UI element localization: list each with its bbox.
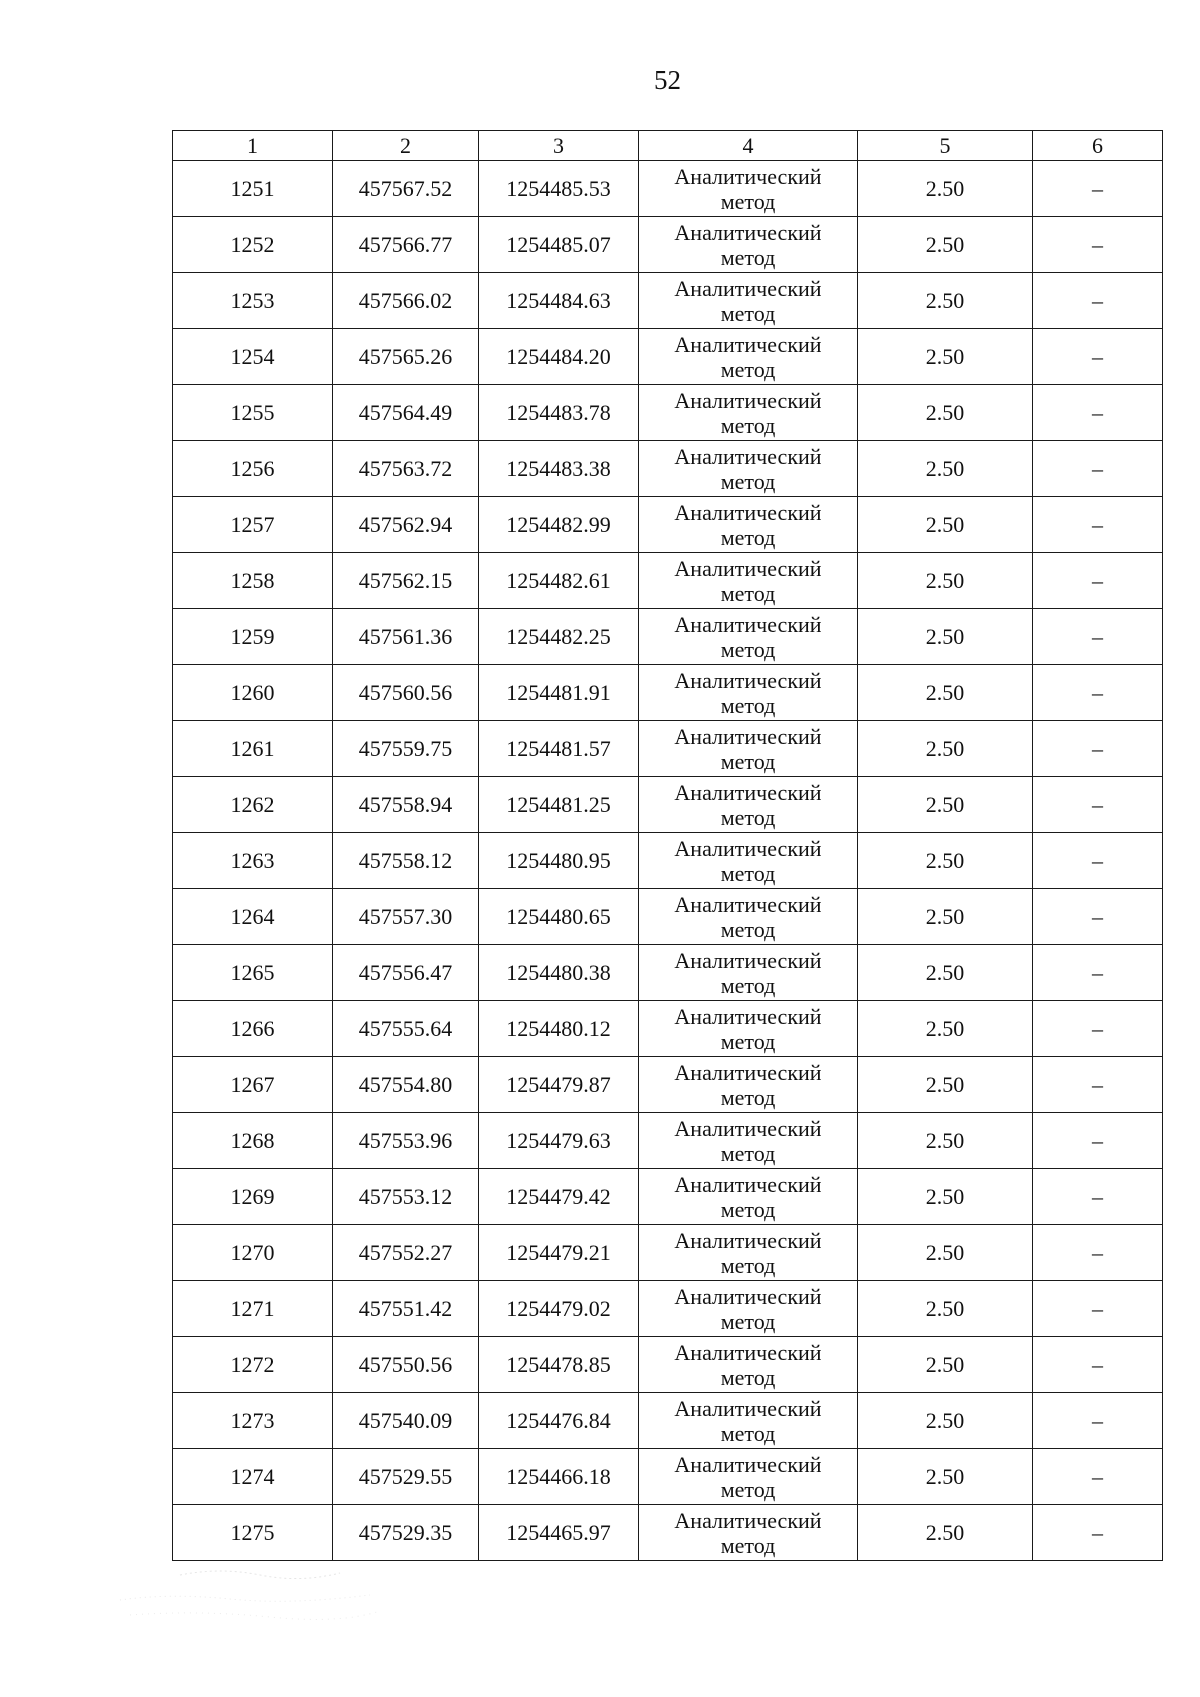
method-line-2: метод [720, 1532, 776, 1558]
method-line-2: метод [720, 1084, 776, 1110]
description-cell: – [1033, 1449, 1163, 1505]
table-row [173, 385, 1163, 441]
method-cell [639, 273, 858, 329]
accuracy-cell: 2.50 [858, 273, 1033, 329]
accuracy-cell: 2.50 [858, 1057, 1033, 1113]
y-coordinate-cell: 1254481.25 [479, 777, 639, 833]
y-coordinate-cell: 1254480.12 [479, 1001, 639, 1057]
description-cell: – [1033, 1057, 1163, 1113]
accuracy-cell: 2.50 [858, 889, 1033, 945]
description-cell: – [1033, 441, 1163, 497]
method-cell [639, 1225, 858, 1281]
accuracy-cell: 2.50 [858, 1393, 1033, 1449]
method-cell [639, 833, 858, 889]
method-line-2: метод [720, 188, 776, 214]
accuracy-cell: 2.50 [858, 441, 1033, 497]
x-coordinate-cell: 457561.36 [333, 609, 479, 665]
y-coordinate-cell: 1254482.99 [479, 497, 639, 553]
method-cell [639, 217, 858, 273]
x-coordinate-cell: 457553.12 [333, 1169, 479, 1225]
table-row [173, 1057, 1163, 1113]
method-line-1: Аналитический [674, 1451, 822, 1477]
method-cell [639, 441, 858, 497]
table-row [173, 1449, 1163, 1505]
description-cell: – [1033, 217, 1163, 273]
method-cell [639, 553, 858, 609]
point-number-cell: 1253 [173, 273, 333, 329]
method-line-2: метод [720, 412, 776, 438]
description-cell: – [1033, 161, 1163, 217]
method-line-2: метод [720, 1420, 776, 1446]
accuracy-cell: 2.50 [858, 609, 1033, 665]
accuracy-cell: 2.50 [858, 1505, 1033, 1561]
accuracy-cell: 2.50 [858, 1281, 1033, 1337]
method-line-1: Аналитический [674, 1171, 822, 1197]
accuracy-cell: 2.50 [858, 1113, 1033, 1169]
point-number-cell: 1271 [173, 1281, 333, 1337]
y-coordinate-cell: 1254465.97 [479, 1505, 639, 1561]
point-number-cell: 1256 [173, 441, 333, 497]
description-cell: – [1033, 1393, 1163, 1449]
accuracy-cell: 2.50 [858, 721, 1033, 777]
method-cell [639, 609, 858, 665]
method-line-2: метод [720, 524, 776, 550]
method-line-1: Аналитический [674, 331, 822, 357]
x-coordinate-cell: 457558.12 [333, 833, 479, 889]
point-number-cell: 1264 [173, 889, 333, 945]
description-cell: – [1033, 1113, 1163, 1169]
accuracy-cell: 2.50 [858, 1169, 1033, 1225]
table-row [173, 273, 1163, 329]
y-coordinate-cell: 1254481.57 [479, 721, 639, 777]
x-coordinate-cell: 457558.94 [333, 777, 479, 833]
point-number-cell: 1274 [173, 1449, 333, 1505]
column-header: 3 [479, 131, 639, 161]
page-number: 52 [654, 65, 681, 95]
y-coordinate-cell: 1254480.95 [479, 833, 639, 889]
y-coordinate-cell: 1254479.42 [479, 1169, 639, 1225]
x-coordinate-cell: 457529.55 [333, 1449, 479, 1505]
table-row [173, 721, 1163, 777]
description-cell: – [1033, 1337, 1163, 1393]
x-coordinate-cell: 457566.02 [333, 273, 479, 329]
accuracy-cell: 2.50 [858, 385, 1033, 441]
accuracy-cell: 2.50 [858, 217, 1033, 273]
accuracy-cell: 2.50 [858, 161, 1033, 217]
table-header-row [173, 131, 1163, 161]
y-coordinate-cell: 1254479.02 [479, 1281, 639, 1337]
table-body [173, 161, 1163, 1561]
y-coordinate-cell: 1254476.84 [479, 1393, 639, 1449]
method-line-2: метод [720, 1252, 776, 1278]
y-coordinate-cell: 1254478.85 [479, 1337, 639, 1393]
description-cell: – [1033, 721, 1163, 777]
y-coordinate-cell: 1254479.21 [479, 1225, 639, 1281]
x-coordinate-cell: 457563.72 [333, 441, 479, 497]
table-row [173, 833, 1163, 889]
column-header: 5 [858, 131, 1033, 161]
description-cell: – [1033, 273, 1163, 329]
accuracy-cell: 2.50 [858, 1225, 1033, 1281]
method-line-1: Аналитический [674, 275, 822, 301]
table-row [173, 777, 1163, 833]
accuracy-cell: 2.50 [858, 833, 1033, 889]
y-coordinate-cell: 1254482.61 [479, 553, 639, 609]
table-row [173, 1113, 1163, 1169]
table-row [173, 553, 1163, 609]
description-cell: – [1033, 1169, 1163, 1225]
method-line-2: метод [720, 1364, 776, 1390]
column-header: 1 [173, 131, 333, 161]
method-line-1: Аналитический [674, 1283, 822, 1309]
description-cell: – [1033, 1225, 1163, 1281]
y-coordinate-cell: 1254484.20 [479, 329, 639, 385]
x-coordinate-cell: 457556.47 [333, 945, 479, 1001]
method-line-2: метод [720, 468, 776, 494]
description-cell: – [1033, 609, 1163, 665]
method-line-2: метод [720, 1196, 776, 1222]
point-number-cell: 1260 [173, 665, 333, 721]
point-number-cell: 1270 [173, 1225, 333, 1281]
table-row [173, 1001, 1163, 1057]
table-row [173, 609, 1163, 665]
x-coordinate-cell: 457529.35 [333, 1505, 479, 1561]
method-cell [639, 497, 858, 553]
method-line-1: Аналитический [674, 891, 822, 917]
table-row [173, 1505, 1163, 1561]
point-number-cell: 1266 [173, 1001, 333, 1057]
method-line-2: метод [720, 356, 776, 382]
accuracy-cell: 2.50 [858, 1337, 1033, 1393]
y-coordinate-cell: 1254483.38 [479, 441, 639, 497]
method-line-1: Аналитический [674, 1003, 822, 1029]
accuracy-cell: 2.50 [858, 945, 1033, 1001]
method-line-1: Аналитический [674, 723, 822, 749]
description-cell: – [1033, 553, 1163, 609]
y-coordinate-cell: 1254479.87 [479, 1057, 639, 1113]
method-line-1: Аналитический [674, 499, 822, 525]
description-cell: – [1033, 777, 1163, 833]
method-line-1: Аналитический [674, 1115, 822, 1141]
accuracy-cell: 2.50 [858, 553, 1033, 609]
method-line-2: метод [720, 1028, 776, 1054]
x-coordinate-cell: 457559.75 [333, 721, 479, 777]
point-number-cell: 1263 [173, 833, 333, 889]
point-number-cell: 1262 [173, 777, 333, 833]
point-number-cell: 1251 [173, 161, 333, 217]
table-row [173, 945, 1163, 1001]
x-coordinate-cell: 457566.77 [333, 217, 479, 273]
table-row [173, 497, 1163, 553]
point-number-cell: 1275 [173, 1505, 333, 1561]
x-coordinate-cell: 457567.52 [333, 161, 479, 217]
table-row [173, 1337, 1163, 1393]
x-coordinate-cell: 457551.42 [333, 1281, 479, 1337]
x-coordinate-cell: 457562.15 [333, 553, 479, 609]
point-number-cell: 1261 [173, 721, 333, 777]
method-line-2: метод [720, 748, 776, 774]
description-cell: – [1033, 889, 1163, 945]
method-line-1: Аналитический [674, 779, 822, 805]
point-number-cell: 1273 [173, 1393, 333, 1449]
point-number-cell: 1272 [173, 1337, 333, 1393]
method-line-2: метод [720, 692, 776, 718]
y-coordinate-cell: 1254480.65 [479, 889, 639, 945]
y-coordinate-cell: 1254481.91 [479, 665, 639, 721]
x-coordinate-cell: 457540.09 [333, 1393, 479, 1449]
method-line-2: метод [720, 636, 776, 662]
x-coordinate-cell: 457557.30 [333, 889, 479, 945]
method-line-2: метод [720, 244, 776, 270]
y-coordinate-cell: 1254480.38 [479, 945, 639, 1001]
method-line-1: Аналитический [674, 611, 822, 637]
description-cell: – [1033, 1281, 1163, 1337]
point-number-cell: 1269 [173, 1169, 333, 1225]
method-cell [639, 1449, 858, 1505]
method-cell [639, 1057, 858, 1113]
point-number-cell: 1255 [173, 385, 333, 441]
method-line-1: Аналитический [674, 1507, 822, 1533]
method-cell [639, 889, 858, 945]
point-number-cell: 1258 [173, 553, 333, 609]
method-line-1: Аналитический [674, 443, 822, 469]
x-coordinate-cell: 457552.27 [333, 1225, 479, 1281]
method-line-2: метод [720, 972, 776, 998]
column-header: 6 [1033, 131, 1163, 161]
method-line-1: Аналитический [674, 219, 822, 245]
point-number-cell: 1265 [173, 945, 333, 1001]
y-coordinate-cell: 1254479.63 [479, 1113, 639, 1169]
method-cell [639, 1393, 858, 1449]
accuracy-cell: 2.50 [858, 1001, 1033, 1057]
table-row [173, 441, 1163, 497]
description-cell: – [1033, 833, 1163, 889]
x-coordinate-cell: 457560.56 [333, 665, 479, 721]
method-line-1: Аналитический [674, 163, 822, 189]
point-number-cell: 1267 [173, 1057, 333, 1113]
x-coordinate-cell: 457555.64 [333, 1001, 479, 1057]
method-line-1: Аналитический [674, 1395, 822, 1421]
method-cell [639, 721, 858, 777]
x-coordinate-cell: 457550.56 [333, 1337, 479, 1393]
table-row [173, 1169, 1163, 1225]
x-coordinate-cell: 457553.96 [333, 1113, 479, 1169]
method-line-1: Аналитический [674, 1227, 822, 1253]
method-line-1: Аналитический [674, 1339, 822, 1365]
table-row [173, 1281, 1163, 1337]
x-coordinate-cell: 457562.94 [333, 497, 479, 553]
method-line-2: метод [720, 1308, 776, 1334]
point-number-cell: 1257 [173, 497, 333, 553]
table-row [173, 1225, 1163, 1281]
accuracy-cell: 2.50 [858, 777, 1033, 833]
point-number-cell: 1268 [173, 1113, 333, 1169]
column-header: 2 [333, 131, 479, 161]
method-cell [639, 329, 858, 385]
method-line-1: Аналитический [674, 387, 822, 413]
method-cell [639, 1281, 858, 1337]
method-line-1: Аналитический [674, 555, 822, 581]
x-coordinate-cell: 457564.49 [333, 385, 479, 441]
description-cell: – [1033, 385, 1163, 441]
table-row [173, 217, 1163, 273]
method-line-2: метод [720, 804, 776, 830]
table-row [173, 161, 1163, 217]
method-line-2: метод [720, 860, 776, 886]
method-cell [639, 1505, 858, 1561]
method-line-1: Аналитический [674, 835, 822, 861]
method-line-2: метод [720, 300, 776, 326]
method-line-2: метод [720, 1140, 776, 1166]
coordinates-table [172, 130, 1163, 1561]
description-cell: – [1033, 329, 1163, 385]
table-row [173, 1393, 1163, 1449]
column-header: 4 [639, 131, 858, 161]
method-line-2: метод [720, 1476, 776, 1502]
x-coordinate-cell: 457554.80 [333, 1057, 479, 1113]
y-coordinate-cell: 1254466.18 [479, 1449, 639, 1505]
description-cell: – [1033, 1505, 1163, 1561]
accuracy-cell: 2.50 [858, 329, 1033, 385]
method-line-2: метод [720, 916, 776, 942]
method-line-1: Аналитический [674, 1059, 822, 1085]
method-cell [639, 1169, 858, 1225]
method-cell [639, 777, 858, 833]
method-cell [639, 161, 858, 217]
y-coordinate-cell: 1254485.53 [479, 161, 639, 217]
point-number-cell: 1259 [173, 609, 333, 665]
scan-artifact [110, 1565, 390, 1625]
point-number-cell: 1252 [173, 217, 333, 273]
y-coordinate-cell: 1254483.78 [479, 385, 639, 441]
x-coordinate-cell: 457565.26 [333, 329, 479, 385]
table-row [173, 665, 1163, 721]
y-coordinate-cell: 1254482.25 [479, 609, 639, 665]
accuracy-cell: 2.50 [858, 665, 1033, 721]
method-cell [639, 665, 858, 721]
table-row [173, 889, 1163, 945]
description-cell: – [1033, 665, 1163, 721]
method-cell [639, 1113, 858, 1169]
description-cell: – [1033, 945, 1163, 1001]
method-line-1: Аналитический [674, 947, 822, 973]
method-cell [639, 1001, 858, 1057]
y-coordinate-cell: 1254484.63 [479, 273, 639, 329]
method-cell [639, 945, 858, 1001]
description-cell: – [1033, 497, 1163, 553]
accuracy-cell: 2.50 [858, 1449, 1033, 1505]
description-cell: – [1033, 1001, 1163, 1057]
point-number-cell: 1254 [173, 329, 333, 385]
method-line-1: Аналитический [674, 667, 822, 693]
accuracy-cell: 2.50 [858, 497, 1033, 553]
table-row [173, 329, 1163, 385]
method-line-2: метод [720, 580, 776, 606]
method-cell [639, 1337, 858, 1393]
method-cell [639, 385, 858, 441]
y-coordinate-cell: 1254485.07 [479, 217, 639, 273]
